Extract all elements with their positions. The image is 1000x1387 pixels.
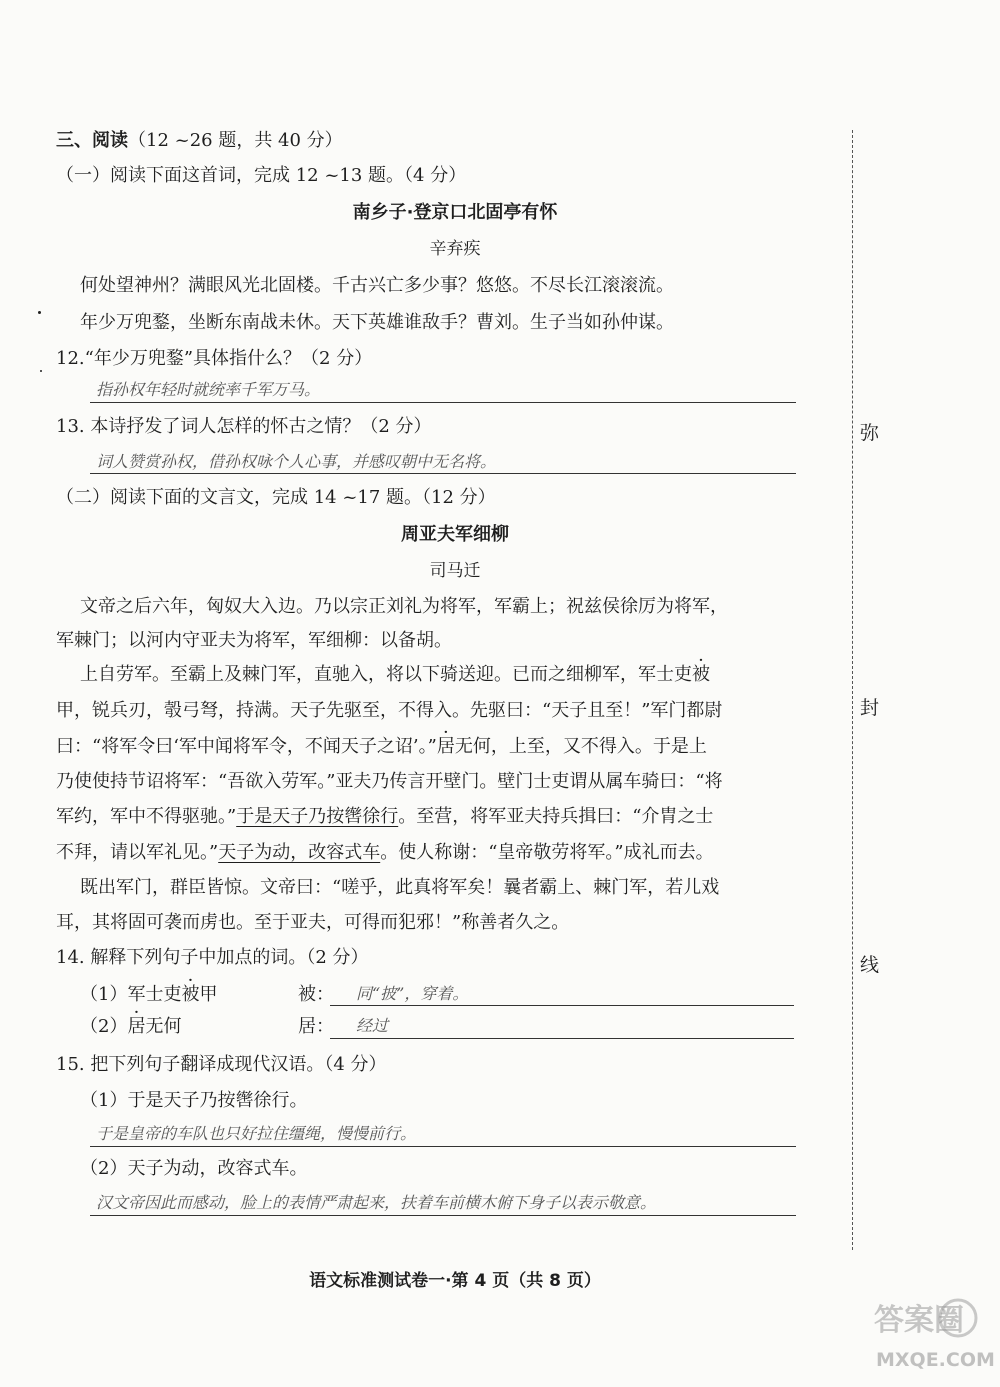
section-title: 三、阅读 — [56, 130, 128, 151]
prose-line: 上自劳军。至霸上及棘门军，直驰入，将以下骑送迎。已而之细柳军，军士吏被 — [80, 664, 710, 685]
prose-line: 不拜，请以军礼见。”天子为动，改容式车。使人称谢：“皇帝敬劳将军。”成礼而去。 — [56, 842, 714, 863]
poem-title: 南乡子·登京口北固亭有怀 — [352, 202, 558, 223]
prose-line: 军约，军中不得驱驰。”于是天子乃按辔徐行。至营，将军亚夫持兵揖曰：“介胄之士 — [56, 806, 714, 827]
prose-author: 司马迁 — [429, 561, 481, 581]
scan-speck — [38, 311, 41, 314]
prose-line: 耳，其将固可袭而虏也。至于亚夫，可得而犯邪！”称善者久之。 — [56, 912, 570, 933]
watermark-bottom-text: MXQE.COM — [876, 1349, 995, 1371]
underlined-sentence: 天子为动，改容式车 — [218, 842, 381, 863]
poem-line: 何处望神州？满眼风光北固楼。千古兴亡多少事？悠悠。不尽长江滚滚流。 — [80, 275, 674, 296]
binding-char: 封 — [860, 697, 880, 719]
answer-line — [90, 1215, 796, 1216]
answer-line — [90, 402, 796, 403]
binding-dashed-line — [852, 130, 853, 1250]
q15-item-label: （1）于是天子乃按辔徐行。 — [80, 1090, 308, 1111]
prose-line: 乃使使持节诏将军：“吾欲入劳军。”亚夫乃传言开壁门。壁门士吏谓从属车骑曰：“将 — [56, 771, 723, 792]
q15-item-label: （2）天子为动，改容式车。 — [80, 1158, 308, 1179]
page-footer: 语文标准测试卷一·第 4 页（共 8 页） — [309, 1271, 601, 1291]
q15-answer: 汉文帝因此而感动，脸上的表情严肃起来，扶着车前横木俯下身子以表示敬意。 — [96, 1193, 657, 1212]
part2-heading: （二）阅读下面的文言文，完成 14 ~17 题。（12 分） — [56, 487, 496, 508]
q14-answer: 同“披”，穿着。 — [356, 984, 469, 1003]
prose-line: 曰：“将军令曰‘军中闻将军令，不闻天子之诏’。”居无何，上至，又不得入。于是上 — [56, 736, 707, 757]
answer-line — [330, 1005, 794, 1006]
binding-char: 弥 — [860, 422, 880, 444]
q15-answer: 于是皇帝的车队也只好拉住缰绳，慢慢前行。 — [96, 1124, 417, 1143]
q14-item-key: 被： — [298, 984, 334, 1005]
answer-13: 词人赞赏孙权，借孙权咏个人心事，并感叹朝中无名将。 — [96, 452, 497, 471]
poem-line: 年少万兜鍪，坐断东南战未休。天下英雄谁敌手？曹刘。生子当如孙仲谋。 — [80, 312, 674, 333]
scan-speck — [40, 370, 42, 372]
prose-line: 文帝之后六年，匈奴大入边。乃以宗正刘礼为将军，军霸上；祝兹侯徐厉为将军， — [80, 596, 728, 617]
question-14: 14. 解释下列句子中加点的词。（2 分） — [56, 947, 369, 968]
question-12: 12.“年少万兜鍪”具体指什么？（2 分） — [56, 348, 373, 369]
dotted-char: 被 — [692, 664, 710, 685]
prose-title: 周亚夫军细柳 — [401, 524, 509, 545]
q14-item-label: （2）居无何 — [80, 1016, 182, 1037]
section-note: （12 ~26 题，共 40 分） — [128, 130, 343, 151]
q14-answer: 经过 — [356, 1016, 389, 1035]
section-heading — [56, 130, 343, 152]
q14-item-label: （1）军士吏被甲 — [80, 984, 218, 1005]
watermark-logo — [870, 1290, 995, 1376]
part1-heading: （一）阅读下面这首词，完成 12 ~13 题。（4 分） — [56, 165, 467, 186]
dotted-char: 被 — [181, 984, 200, 1005]
dotted-char: 居 — [436, 736, 455, 757]
prose-line: 甲，锐兵刃，彀弓弩，持满。天子先驱至，不得入。先驱曰：“天子且至！”军门都尉 — [56, 700, 723, 721]
dotted-char: 居 — [127, 1016, 146, 1037]
binding-char: 线 — [860, 954, 880, 976]
question-15: 15. 把下列句子翻译成现代汉语。（4 分） — [56, 1054, 387, 1075]
answer-line — [90, 473, 796, 474]
poem-author: 辛弃疾 — [429, 239, 481, 259]
q14-item-key: 居： — [298, 1016, 334, 1037]
watermark-top-text: 答案圈 — [874, 1303, 964, 1338]
prose-line: 军棘门；以河内守亚夫为将军，军细柳：以备胡。 — [56, 630, 452, 651]
underlined-sentence: 于是天子乃按辔徐行 — [236, 806, 399, 827]
answer-line — [330, 1038, 794, 1039]
answer-line — [90, 1146, 796, 1147]
answer-12: 指孙权年轻时就统率千军万马。 — [96, 380, 321, 399]
prose-line: 既出军门，群臣皆惊。文帝曰：“嗟乎，此真将军矣！曩者霸上、棘门军，若儿戏 — [80, 877, 720, 898]
question-13: 13. 本诗抒发了词人怎样的怀古之情？（2 分） — [56, 416, 432, 437]
